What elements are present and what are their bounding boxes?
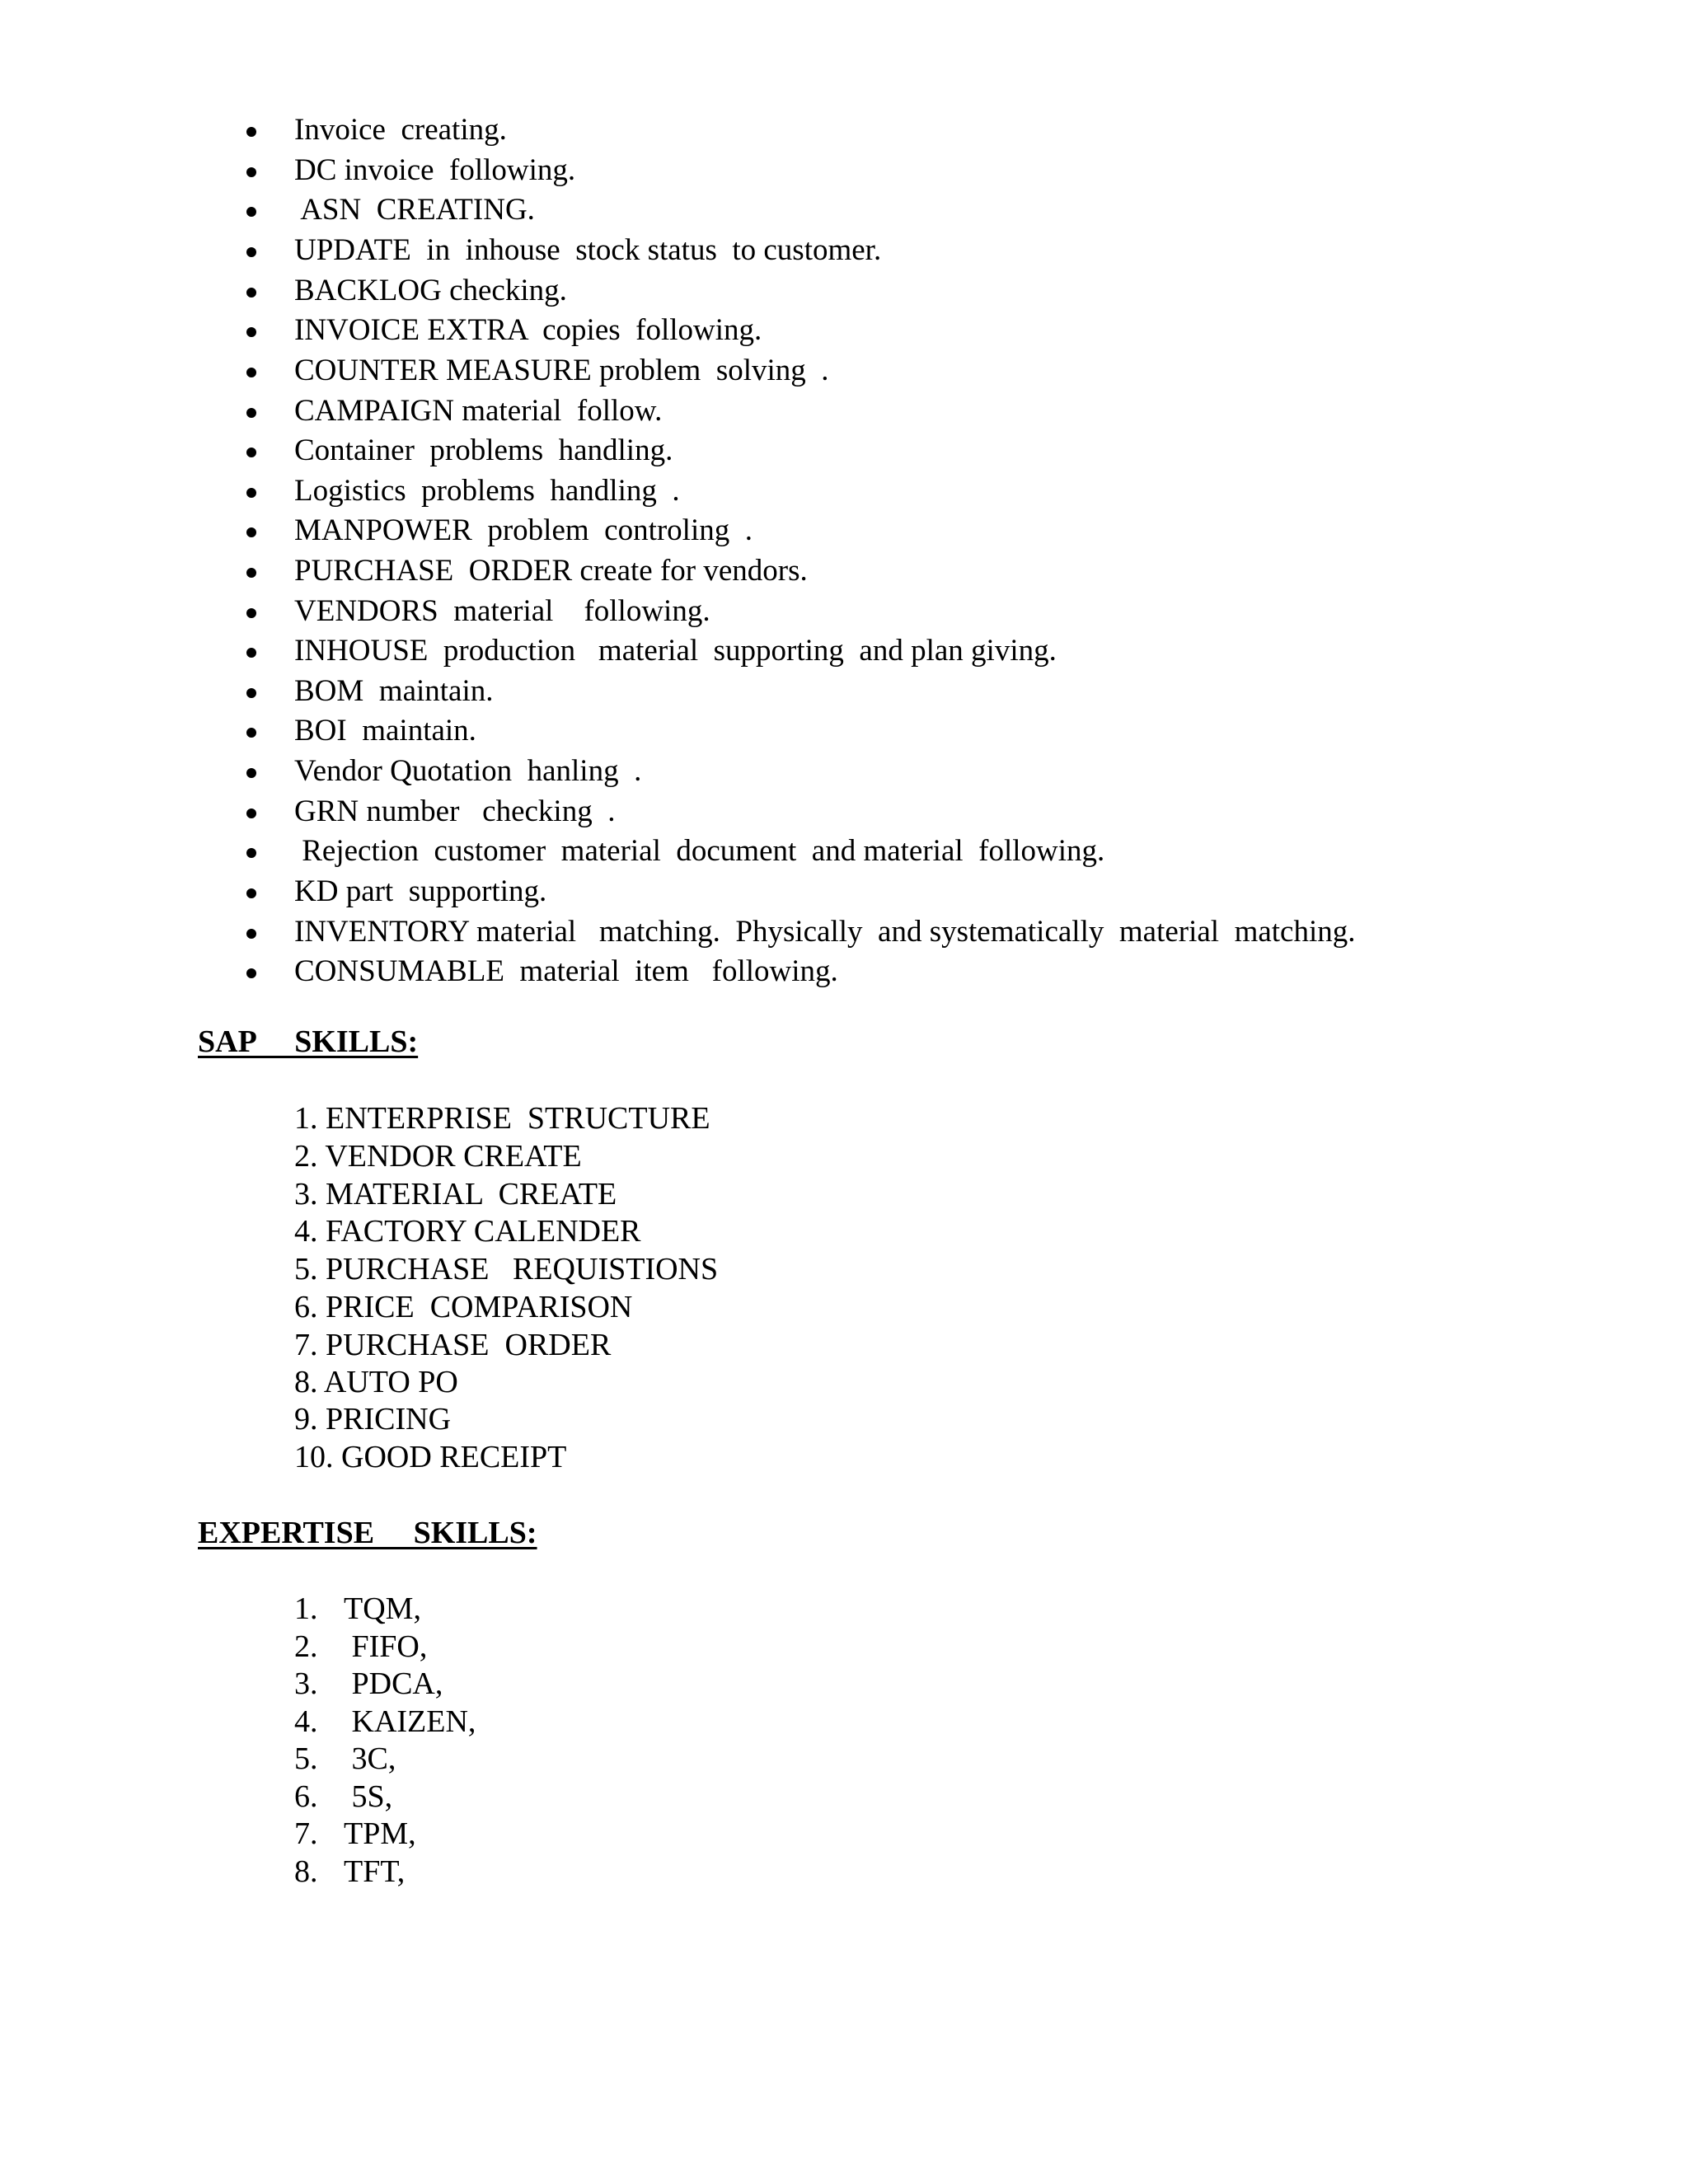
list-item-number: 3. (294, 1666, 318, 1701)
list-item: BACKLOG checking. (294, 274, 567, 307)
bullet-icon (246, 327, 256, 337)
list-item-number: 5. (294, 1741, 318, 1776)
bullet-icon (246, 527, 256, 537)
list-item-number: 1. (294, 1591, 318, 1626)
list-item: TPM, (344, 1816, 416, 1851)
bullet-icon (246, 568, 256, 578)
list-item: MANPOWER problem controling . (294, 513, 753, 547)
expertise-skills-heading: EXPERTISE SKILLS: (198, 1516, 537, 1550)
list-item: Logistics problems handling . (294, 474, 680, 508)
list-item: 4. FACTORY CALENDER (294, 1214, 641, 1249)
bullet-icon (246, 808, 256, 818)
list-item: DC invoice following. (294, 153, 576, 187)
list-item: CONSUMABLE material item following. (294, 954, 838, 988)
list-item-number: 6. (294, 1779, 318, 1814)
bullet-icon (246, 448, 256, 457)
list-item: ASN CREATING. (294, 193, 535, 227)
bullet-icon (246, 648, 256, 658)
list-item: VENDORS material following. (294, 594, 710, 628)
list-item-number: 8. (294, 1854, 318, 1889)
list-item: INHOUSE production material supporting and plan giving. (294, 634, 1057, 668)
list-item: BOM maintain. (294, 674, 494, 708)
list-item: FIFO, (344, 1629, 428, 1664)
bullet-icon (246, 408, 256, 418)
list-item: KD part supporting. (294, 874, 547, 908)
list-item: 8. AUTO PO (294, 1365, 458, 1399)
bullet-icon (246, 929, 256, 939)
list-item: 3C, (344, 1741, 396, 1776)
list-item: 10. GOOD RECEIPT (294, 1440, 567, 1474)
list-item: CAMPAIGN material follow. (294, 394, 663, 428)
sap-skills-heading: SAP SKILLS: (198, 1024, 419, 1059)
bullet-icon (246, 207, 256, 217)
list-item: TFT, (344, 1854, 406, 1889)
bullet-icon (246, 888, 256, 898)
bullet-icon (246, 247, 256, 257)
list-item: INVENTORY material matching. Physically and systematically material matching. (294, 915, 1356, 949)
bullet-icon (246, 488, 256, 498)
bullet-icon (246, 968, 256, 978)
list-item: Invoice creating. (294, 113, 507, 147)
bullet-icon (246, 608, 256, 618)
list-item: UPDATE in inhouse stock status to customer. (294, 233, 882, 267)
bullet-icon (246, 768, 256, 778)
list-item: TQM, (344, 1591, 421, 1626)
list-item: INVOICE EXTRA copies following. (294, 313, 762, 347)
list-item-number: 4. (294, 1704, 318, 1739)
list-item: COUNTER MEASURE problem solving . (294, 354, 829, 387)
list-item: Vendor Quotation hanling . (294, 754, 642, 788)
list-item: 7. PURCHASE ORDER (294, 1328, 612, 1362)
list-item: PDCA, (344, 1666, 443, 1701)
list-item: 5. PURCHASE REQUISTIONS (294, 1252, 719, 1286)
bullet-icon (246, 127, 256, 137)
list-item: 5S, (344, 1779, 393, 1814)
list-item: 1. ENTERPRISE STRUCTURE (294, 1101, 710, 1136)
list-item: Container problems handling. (294, 434, 673, 467)
list-item-number: 2. (294, 1629, 318, 1664)
bullet-icon (246, 288, 256, 298)
list-item: 3. MATERIAL CREATE (294, 1177, 617, 1212)
list-item: PURCHASE ORDER create for vendors. (294, 554, 808, 588)
list-item: 6. PRICE COMPARISON (294, 1290, 633, 1324)
bullet-icon (246, 167, 256, 177)
list-item: 2. VENDOR CREATE (294, 1139, 582, 1174)
list-item: GRN number checking . (294, 794, 616, 828)
bullet-icon (246, 368, 256, 377)
list-item: KAIZEN, (344, 1704, 476, 1739)
list-item: 9. PRICING (294, 1402, 452, 1436)
list-item: Rejection customer material document and material following. (294, 834, 1105, 868)
bullet-icon (246, 688, 256, 698)
bullet-icon (246, 728, 256, 738)
bullet-icon (246, 848, 256, 858)
list-item-number: 7. (294, 1816, 318, 1851)
list-item: BOI maintain. (294, 714, 476, 748)
